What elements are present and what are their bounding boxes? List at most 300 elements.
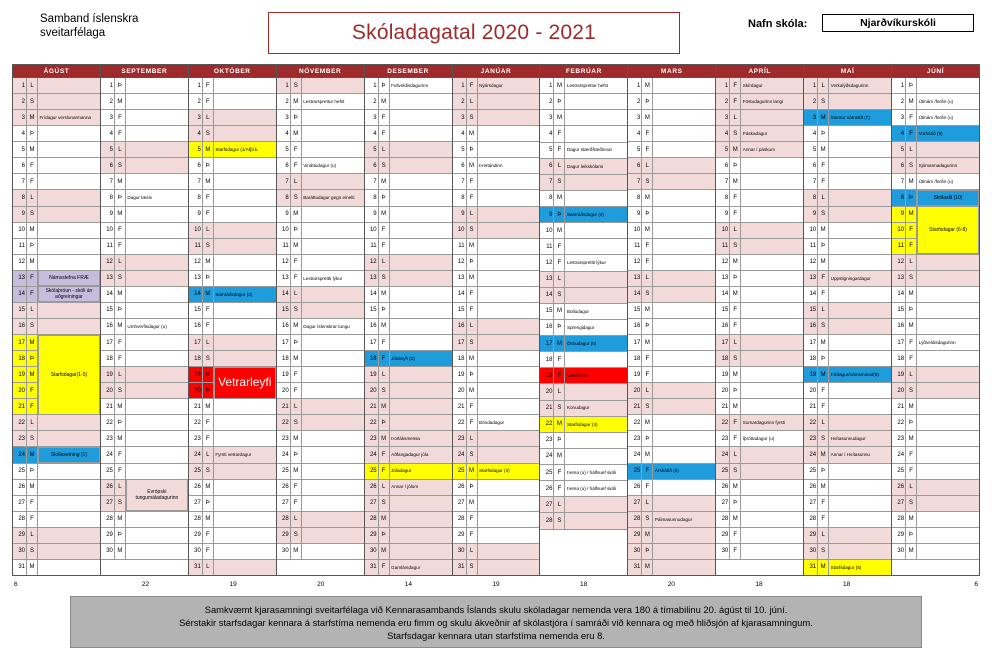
day-cell[interactable] — [13, 528, 100, 544]
day-cell[interactable] — [13, 303, 100, 319]
day-cell[interactable] — [277, 223, 364, 239]
day-cell[interactable] — [13, 174, 100, 190]
day-cell[interactable] — [277, 126, 364, 142]
day-cell[interactable] — [716, 367, 803, 383]
day-cell[interactable] — [365, 287, 452, 303]
day-cell[interactable] — [804, 271, 891, 287]
day-cell[interactable] — [13, 126, 100, 142]
day-cell[interactable] — [804, 207, 891, 223]
day-cell[interactable] — [628, 496, 715, 512]
day-cell[interactable] — [453, 415, 540, 431]
day-cell[interactable] — [277, 351, 364, 367]
day-cell[interactable] — [804, 158, 891, 174]
day-cell[interactable] — [101, 78, 188, 94]
event-span[interactable]: Námsstefna FRÆ — [38, 270, 100, 286]
day-cell[interactable] — [365, 303, 452, 319]
day-cell[interactable] — [189, 287, 276, 303]
day-cell[interactable] — [277, 560, 364, 575]
day-cell[interactable] — [804, 110, 891, 126]
day-cell[interactable] — [540, 417, 627, 433]
day-cell[interactable] — [804, 383, 891, 399]
day-cell[interactable] — [365, 239, 452, 255]
day-cell[interactable] — [716, 78, 803, 94]
day-cell[interactable] — [277, 431, 364, 447]
day-cell[interactable] — [189, 158, 276, 174]
day-cell[interactable] — [277, 303, 364, 319]
day-cell[interactable] — [453, 351, 540, 367]
event-span[interactable]: Starfsdagar (6-8) — [917, 206, 979, 254]
day-cell[interactable] — [189, 560, 276, 575]
day-cell[interactable] — [365, 351, 452, 367]
day-cell[interactable] — [628, 544, 715, 560]
day-cell[interactable] — [540, 288, 627, 304]
day-cell[interactable] — [189, 512, 276, 528]
day-cell[interactable] — [628, 271, 715, 287]
day-cell[interactable] — [628, 464, 715, 480]
day-cell[interactable] — [716, 287, 803, 303]
day-cell[interactable] — [628, 512, 715, 528]
day-cell[interactable] — [13, 255, 100, 271]
day-cell[interactable] — [628, 319, 715, 335]
day-cell[interactable] — [540, 304, 627, 320]
day-cell[interactable] — [101, 174, 188, 190]
day-cell[interactable] — [892, 319, 979, 335]
day-cell[interactable] — [365, 496, 452, 512]
day-cell[interactable] — [540, 126, 627, 142]
day-cell[interactable] — [365, 319, 452, 335]
day-cell[interactable] — [804, 319, 891, 335]
day-cell[interactable] — [540, 143, 627, 159]
day-cell[interactable] — [13, 110, 100, 126]
day-cell[interactable] — [453, 255, 540, 271]
day-cell[interactable] — [804, 78, 891, 94]
event-span[interactable]: Vetrarleyfi — [214, 367, 276, 399]
day-cell[interactable] — [365, 94, 452, 110]
day-cell[interactable] — [540, 255, 627, 271]
day-cell[interactable] — [277, 480, 364, 496]
day-cell[interactable] — [453, 190, 540, 206]
day-cell[interactable] — [277, 464, 364, 480]
day-cell[interactable] — [101, 94, 188, 110]
day-cell[interactable] — [101, 367, 188, 383]
day-cell[interactable] — [365, 335, 452, 351]
day-cell[interactable] — [540, 223, 627, 239]
day-cell[interactable] — [189, 528, 276, 544]
day-cell[interactable] — [189, 94, 276, 110]
day-cell[interactable] — [628, 110, 715, 126]
day-cell[interactable] — [540, 368, 627, 384]
day-cell[interactable] — [453, 126, 540, 142]
day-cell[interactable] — [716, 383, 803, 399]
school-name-field[interactable] — [822, 14, 974, 32]
day-cell[interactable] — [365, 399, 452, 415]
day-cell[interactable] — [716, 174, 803, 190]
day-cell[interactable] — [716, 319, 803, 335]
day-cell[interactable] — [365, 223, 452, 239]
day-cell[interactable] — [189, 351, 276, 367]
day-cell[interactable] — [101, 544, 188, 560]
day-cell[interactable] — [101, 142, 188, 158]
day-cell[interactable] — [13, 560, 100, 575]
day-cell[interactable] — [13, 480, 100, 496]
day-cell[interactable] — [804, 174, 891, 190]
day-cell[interactable] — [453, 383, 540, 399]
day-cell[interactable] — [277, 496, 364, 512]
day-cell[interactable] — [892, 271, 979, 287]
day-cell[interactable] — [365, 271, 452, 287]
day-cell[interactable] — [892, 126, 979, 142]
day-cell[interactable] — [892, 399, 979, 415]
day-cell[interactable] — [716, 447, 803, 463]
day-cell[interactable] — [804, 351, 891, 367]
day-cell[interactable] — [453, 399, 540, 415]
day-cell[interactable] — [101, 415, 188, 431]
day-cell[interactable] — [892, 480, 979, 496]
day-cell[interactable] — [628, 528, 715, 544]
day-cell[interactable] — [13, 190, 100, 206]
day-cell[interactable] — [892, 303, 979, 319]
day-cell[interactable] — [101, 190, 188, 206]
day-cell[interactable] — [628, 94, 715, 110]
day-cell[interactable] — [189, 271, 276, 287]
day-cell[interactable] — [716, 94, 803, 110]
day-cell[interactable] — [453, 207, 540, 223]
day-cell[interactable] — [892, 447, 979, 463]
day-cell[interactable] — [453, 174, 540, 190]
day-cell[interactable] — [628, 415, 715, 431]
day-cell[interactable] — [365, 431, 452, 447]
day-cell[interactable] — [628, 207, 715, 223]
day-cell[interactable] — [716, 271, 803, 287]
day-cell[interactable] — [628, 447, 715, 463]
day-cell[interactable] — [628, 78, 715, 94]
day-cell[interactable] — [13, 319, 100, 335]
day-cell[interactable] — [101, 223, 188, 239]
day-cell[interactable] — [453, 528, 540, 544]
day-cell[interactable] — [716, 223, 803, 239]
day-cell[interactable] — [453, 287, 540, 303]
day-cell[interactable] — [277, 447, 364, 463]
day-cell[interactable] — [804, 560, 891, 575]
day-cell[interactable] — [101, 464, 188, 480]
day-cell[interactable] — [804, 431, 891, 447]
day-cell[interactable] — [892, 544, 979, 560]
day-cell[interactable] — [13, 142, 100, 158]
day-cell[interactable] — [716, 239, 803, 255]
day-cell[interactable] — [453, 560, 540, 575]
day-cell[interactable] — [453, 271, 540, 287]
day-cell[interactable] — [628, 239, 715, 255]
day-cell[interactable] — [716, 464, 803, 480]
day-cell[interactable] — [804, 447, 891, 463]
day-cell[interactable] — [189, 464, 276, 480]
day-cell[interactable] — [716, 158, 803, 174]
day-cell[interactable] — [540, 239, 627, 255]
day-cell[interactable] — [189, 174, 276, 190]
day-cell[interactable] — [365, 415, 452, 431]
day-cell[interactable] — [892, 174, 979, 190]
day-cell[interactable] — [189, 110, 276, 126]
day-cell[interactable] — [892, 335, 979, 351]
day-cell[interactable] — [365, 158, 452, 174]
day-cell[interactable] — [101, 110, 188, 126]
day-cell[interactable] — [101, 158, 188, 174]
day-cell[interactable] — [804, 415, 891, 431]
day-cell[interactable] — [365, 174, 452, 190]
day-cell[interactable] — [628, 303, 715, 319]
day-cell[interactable] — [804, 239, 891, 255]
day-cell[interactable] — [540, 272, 627, 288]
day-cell[interactable] — [101, 126, 188, 142]
event-span[interactable]: Skólasetning (1) — [38, 447, 100, 463]
day-cell[interactable] — [892, 142, 979, 158]
day-cell[interactable] — [540, 159, 627, 175]
day-cell[interactable] — [540, 352, 627, 368]
day-cell[interactable] — [540, 94, 627, 110]
day-cell[interactable] — [13, 94, 100, 110]
day-cell[interactable] — [365, 255, 452, 271]
day-cell[interactable] — [189, 431, 276, 447]
day-cell[interactable] — [365, 512, 452, 528]
day-cell[interactable] — [365, 528, 452, 544]
day-cell[interactable] — [628, 431, 715, 447]
day-cell[interactable] — [540, 175, 627, 191]
day-cell[interactable] — [13, 239, 100, 255]
day-cell[interactable] — [716, 544, 803, 560]
day-cell[interactable] — [277, 415, 364, 431]
day-cell[interactable] — [716, 142, 803, 158]
day-cell[interactable] — [13, 431, 100, 447]
day-cell[interactable] — [453, 303, 540, 319]
day-cell[interactable] — [716, 207, 803, 223]
day-cell[interactable] — [804, 142, 891, 158]
day-cell[interactable] — [101, 399, 188, 415]
day-cell[interactable] — [892, 351, 979, 367]
day-cell[interactable] — [540, 481, 627, 497]
day-cell[interactable] — [101, 447, 188, 463]
day-cell[interactable] — [628, 287, 715, 303]
day-cell[interactable] — [189, 239, 276, 255]
day-cell[interactable] — [453, 158, 540, 174]
day-cell[interactable] — [453, 78, 540, 94]
day-cell[interactable] — [101, 303, 188, 319]
day-cell[interactable] — [804, 480, 891, 496]
day-cell[interactable] — [540, 560, 627, 575]
day-cell[interactable] — [189, 190, 276, 206]
day-cell[interactable] — [365, 560, 452, 575]
day-cell[interactable] — [628, 174, 715, 190]
day-cell[interactable] — [804, 512, 891, 528]
day-cell[interactable] — [540, 110, 627, 126]
day-cell[interactable] — [628, 142, 715, 158]
day-cell[interactable] — [804, 528, 891, 544]
day-cell[interactable] — [628, 158, 715, 174]
day-cell[interactable] — [628, 351, 715, 367]
day-cell[interactable] — [101, 528, 188, 544]
day-cell[interactable] — [189, 78, 276, 94]
day-cell[interactable] — [716, 126, 803, 142]
day-cell[interactable] — [453, 447, 540, 463]
day-cell[interactable] — [453, 110, 540, 126]
day-cell[interactable] — [804, 496, 891, 512]
day-cell[interactable] — [101, 271, 188, 287]
day-cell[interactable] — [365, 544, 452, 560]
day-cell[interactable] — [101, 239, 188, 255]
day-cell[interactable] — [453, 544, 540, 560]
day-cell[interactable] — [892, 496, 979, 512]
day-cell[interactable] — [13, 158, 100, 174]
day-cell[interactable] — [189, 142, 276, 158]
day-cell[interactable] — [628, 335, 715, 351]
day-cell[interactable] — [277, 319, 364, 335]
day-cell[interactable] — [13, 223, 100, 239]
day-cell[interactable] — [101, 383, 188, 399]
day-cell[interactable] — [189, 126, 276, 142]
day-cell[interactable] — [540, 401, 627, 417]
day-cell[interactable] — [892, 415, 979, 431]
day-cell[interactable] — [804, 335, 891, 351]
day-cell[interactable] — [453, 464, 540, 480]
day-cell[interactable] — [628, 367, 715, 383]
event-span[interactable]: Skólaþróun - skóli án aðgreiningar — [38, 286, 100, 302]
day-cell[interactable] — [189, 415, 276, 431]
event-span[interactable]: Evrópski tungumáladagurinn — [126, 479, 188, 511]
event-span[interactable]: Starfsdagar(1-5) — [38, 335, 100, 415]
day-cell[interactable] — [716, 399, 803, 415]
day-cell[interactable] — [453, 335, 540, 351]
day-cell[interactable] — [716, 560, 803, 575]
day-cell[interactable] — [189, 319, 276, 335]
day-cell[interactable] — [277, 271, 364, 287]
day-cell[interactable] — [892, 367, 979, 383]
day-cell[interactable] — [189, 544, 276, 560]
day-cell[interactable] — [716, 496, 803, 512]
day-cell[interactable] — [892, 110, 979, 126]
day-cell[interactable] — [716, 303, 803, 319]
day-cell[interactable] — [628, 399, 715, 415]
day-cell[interactable] — [892, 431, 979, 447]
day-cell[interactable] — [189, 335, 276, 351]
day-cell[interactable] — [892, 528, 979, 544]
day-cell[interactable] — [277, 190, 364, 206]
day-cell[interactable] — [277, 239, 364, 255]
day-cell[interactable] — [540, 320, 627, 336]
day-cell[interactable] — [365, 383, 452, 399]
event-span[interactable]: Skólaslit (10) — [917, 190, 979, 206]
day-cell[interactable] — [277, 174, 364, 190]
day-cell[interactable] — [13, 78, 100, 94]
day-cell[interactable] — [540, 384, 627, 400]
day-cell[interactable] — [716, 335, 803, 351]
day-cell[interactable] — [277, 335, 364, 351]
day-cell[interactable] — [716, 528, 803, 544]
day-cell[interactable] — [716, 431, 803, 447]
day-cell[interactable] — [365, 207, 452, 223]
day-cell[interactable] — [453, 142, 540, 158]
day-cell[interactable] — [804, 190, 891, 206]
day-cell[interactable] — [628, 190, 715, 206]
day-cell[interactable] — [365, 190, 452, 206]
day-cell[interactable] — [453, 431, 540, 447]
day-cell[interactable] — [804, 544, 891, 560]
day-cell[interactable] — [716, 512, 803, 528]
day-cell[interactable] — [892, 464, 979, 480]
day-cell[interactable] — [365, 142, 452, 158]
day-cell[interactable] — [540, 530, 627, 545]
day-cell[interactable] — [628, 480, 715, 496]
day-cell[interactable] — [716, 110, 803, 126]
day-cell[interactable] — [277, 544, 364, 560]
day-cell[interactable] — [804, 399, 891, 415]
day-cell[interactable] — [277, 110, 364, 126]
day-cell[interactable] — [13, 415, 100, 431]
day-cell[interactable] — [453, 94, 540, 110]
day-cell[interactable] — [453, 239, 540, 255]
day-cell[interactable] — [716, 415, 803, 431]
day-cell[interactable] — [277, 399, 364, 415]
day-cell[interactable] — [277, 207, 364, 223]
day-cell[interactable] — [453, 367, 540, 383]
day-cell[interactable] — [365, 480, 452, 496]
day-cell[interactable] — [189, 207, 276, 223]
day-cell[interactable] — [628, 223, 715, 239]
day-cell[interactable] — [540, 465, 627, 481]
day-cell[interactable] — [453, 223, 540, 239]
day-cell[interactable] — [101, 255, 188, 271]
day-cell[interactable] — [189, 496, 276, 512]
day-cell[interactable] — [716, 480, 803, 496]
day-cell[interactable] — [101, 431, 188, 447]
day-cell[interactable] — [892, 560, 979, 575]
day-cell[interactable] — [101, 512, 188, 528]
day-cell[interactable] — [277, 287, 364, 303]
day-cell[interactable] — [628, 560, 715, 575]
day-cell[interactable] — [804, 287, 891, 303]
day-cell[interactable] — [540, 545, 627, 560]
day-cell[interactable] — [101, 207, 188, 223]
day-cell[interactable] — [277, 367, 364, 383]
day-cell[interactable] — [101, 351, 188, 367]
day-cell[interactable] — [189, 255, 276, 271]
day-cell[interactable] — [189, 399, 276, 415]
day-cell[interactable] — [365, 367, 452, 383]
day-cell[interactable] — [277, 78, 364, 94]
day-cell[interactable] — [13, 464, 100, 480]
day-cell[interactable] — [189, 303, 276, 319]
day-cell[interactable] — [365, 126, 452, 142]
day-cell[interactable] — [892, 512, 979, 528]
day-cell[interactable] — [277, 255, 364, 271]
day-cell[interactable] — [189, 223, 276, 239]
day-cell[interactable] — [540, 497, 627, 513]
day-cell[interactable] — [540, 336, 627, 352]
day-cell[interactable] — [101, 319, 188, 335]
day-cell[interactable] — [189, 447, 276, 463]
day-cell[interactable] — [540, 433, 627, 449]
day-cell[interactable] — [716, 255, 803, 271]
day-cell[interactable] — [892, 383, 979, 399]
day-cell[interactable] — [189, 480, 276, 496]
day-cell[interactable] — [365, 464, 452, 480]
day-cell[interactable] — [453, 319, 540, 335]
day-cell[interactable] — [453, 512, 540, 528]
day-cell[interactable] — [277, 94, 364, 110]
day-cell[interactable] — [628, 126, 715, 142]
day-cell[interactable] — [804, 126, 891, 142]
day-cell[interactable] — [277, 383, 364, 399]
day-cell[interactable] — [277, 528, 364, 544]
day-cell[interactable] — [453, 496, 540, 512]
